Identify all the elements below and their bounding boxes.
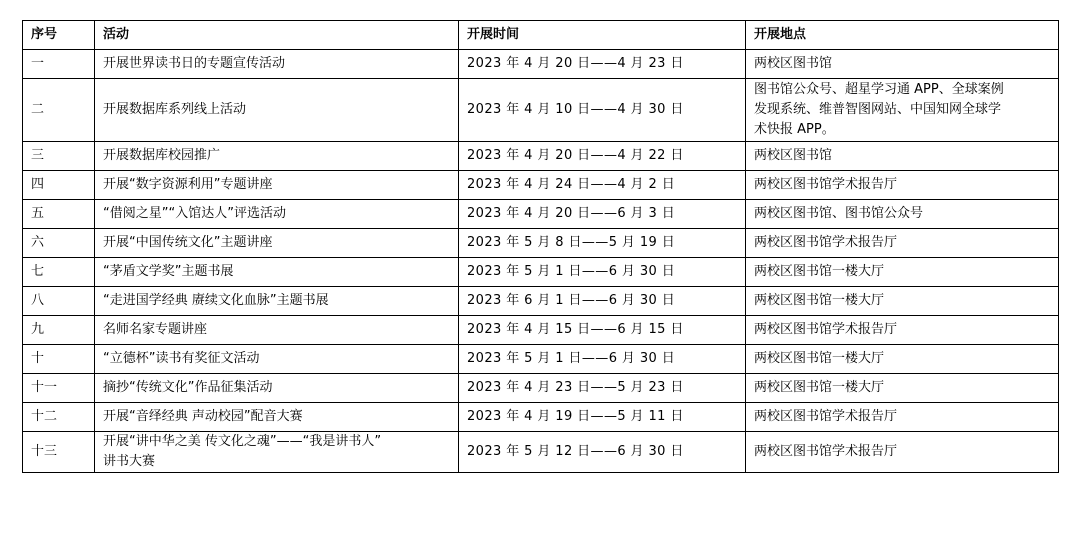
row-place: 两校区图书馆学术报告厅 bbox=[746, 316, 1059, 345]
row-no: 八 bbox=[23, 287, 95, 316]
row-no: 四 bbox=[23, 171, 95, 200]
row-place: 两校区图书馆一楼大厅 bbox=[746, 287, 1059, 316]
row-no: 一 bbox=[23, 50, 95, 79]
row-time: 2023 年 4 月 20 日——4 月 22 日 bbox=[459, 142, 746, 171]
row-no: 二 bbox=[23, 79, 95, 142]
row-time: 2023 年 5 月 8 日——5 月 19 日 bbox=[459, 229, 746, 258]
row-time: 2023 年 6 月 1 日——6 月 30 日 bbox=[459, 287, 746, 316]
row-time: 2023 年 4 月 19 日——5 月 11 日 bbox=[459, 403, 746, 432]
row-time: 2023 年 4 月 10 日——4 月 30 日 bbox=[459, 79, 746, 142]
row-no: 五 bbox=[23, 200, 95, 229]
row-place: 两校区图书馆一楼大厅 bbox=[746, 345, 1059, 374]
row-time: 2023 年 5 月 1 日——6 月 30 日 bbox=[459, 345, 746, 374]
table-row bbox=[23, 345, 1059, 374]
row-place: 两校区图书馆学术报告厅 bbox=[746, 403, 1059, 432]
row-time: 2023 年 5 月 12 日——6 月 30 日 bbox=[459, 432, 746, 473]
row-time: 2023 年 5 月 1 日——6 月 30 日 bbox=[459, 258, 746, 287]
row-no: 三 bbox=[23, 142, 95, 171]
row-activity: 开展“中国传统文化”主题讲座 bbox=[95, 229, 459, 258]
row-time: 2023 年 4 月 20 日——6 月 3 日 bbox=[459, 200, 746, 229]
row-time: 2023 年 4 月 24 日——4 月 2 日 bbox=[459, 171, 746, 200]
row-activity: 摘抄“传统文化”作品征集活动 bbox=[95, 374, 459, 403]
table-row bbox=[23, 374, 1059, 403]
table-row bbox=[23, 171, 1059, 200]
schedule-table-container bbox=[22, 20, 1058, 473]
table-row bbox=[23, 142, 1059, 171]
row-no: 十一 bbox=[23, 374, 95, 403]
row-place: 两校区图书馆 bbox=[746, 142, 1059, 171]
row-activity: 开展数据库校园推广 bbox=[95, 142, 459, 171]
table-row bbox=[23, 316, 1059, 345]
row-activity-line: 开展“讲中华之美 传文化之魂”——“我是讲书人” bbox=[103, 434, 382, 449]
row-activity: 开展数据库系列线上活动 bbox=[95, 79, 459, 142]
row-place: 两校区图书馆学术报告厅 bbox=[746, 171, 1059, 200]
table-row bbox=[23, 200, 1059, 229]
table-header-row bbox=[23, 21, 1059, 50]
row-place: 两校区图书馆一楼大厅 bbox=[746, 374, 1059, 403]
header-place: 开展地点 bbox=[746, 21, 1059, 50]
row-place: 两校区图书馆一楼大厅 bbox=[746, 258, 1059, 287]
row-place-line: 术快报 APP。 bbox=[754, 122, 835, 137]
row-activity: “借阅之星”“入馆达人”评选活动 bbox=[95, 200, 459, 229]
table-row bbox=[23, 432, 1059, 473]
row-place: 两校区图书馆学术报告厅 bbox=[746, 229, 1059, 258]
row-activity: 开展世界读书日的专题宣传活动 bbox=[95, 50, 459, 79]
row-place: 两校区图书馆学术报告厅 bbox=[746, 432, 1059, 473]
row-no: 十三 bbox=[23, 432, 95, 473]
row-time: 2023 年 4 月 23 日——5 月 23 日 bbox=[459, 374, 746, 403]
row-place: 两校区图书馆 bbox=[746, 50, 1059, 79]
row-activity: “茅盾文学奖”主题书展 bbox=[95, 258, 459, 287]
table-row bbox=[23, 50, 1059, 79]
table-row bbox=[23, 79, 1059, 142]
header-no: 序号 bbox=[23, 21, 95, 50]
row-no: 九 bbox=[23, 316, 95, 345]
row-activity bbox=[95, 432, 459, 473]
row-place bbox=[746, 79, 1059, 142]
row-activity: 开展“数字资源利用”专题讲座 bbox=[95, 171, 459, 200]
row-activity: 开展“音绎经典 声动校园”配音大赛 bbox=[95, 403, 459, 432]
activity-schedule-table bbox=[22, 20, 1059, 473]
row-no: 十二 bbox=[23, 403, 95, 432]
table-row bbox=[23, 258, 1059, 287]
row-activity: “走进国学经典 赓续文化血脉”主题书展 bbox=[95, 287, 459, 316]
row-no: 六 bbox=[23, 229, 95, 258]
row-activity-line: 讲书大赛 bbox=[103, 454, 156, 469]
row-place-line: 图书馆公众号、超星学习通 APP、全球案例 bbox=[754, 82, 1004, 97]
table-row bbox=[23, 287, 1059, 316]
row-no: 七 bbox=[23, 258, 95, 287]
row-no: 十 bbox=[23, 345, 95, 374]
header-time: 开展时间 bbox=[459, 21, 746, 50]
header-activity: 活动 bbox=[95, 21, 459, 50]
row-activity: 名师名家专题讲座 bbox=[95, 316, 459, 345]
row-activity: “立德杯”读书有奖征文活动 bbox=[95, 345, 459, 374]
row-time: 2023 年 4 月 20 日——4 月 23 日 bbox=[459, 50, 746, 79]
table-row bbox=[23, 403, 1059, 432]
row-time: 2023 年 4 月 15 日——6 月 15 日 bbox=[459, 316, 746, 345]
row-place-line: 发现系统、维普智图网站、中国知网全球学 bbox=[754, 102, 1002, 117]
row-place: 两校区图书馆、图书馆公众号 bbox=[746, 200, 1059, 229]
table-row bbox=[23, 229, 1059, 258]
